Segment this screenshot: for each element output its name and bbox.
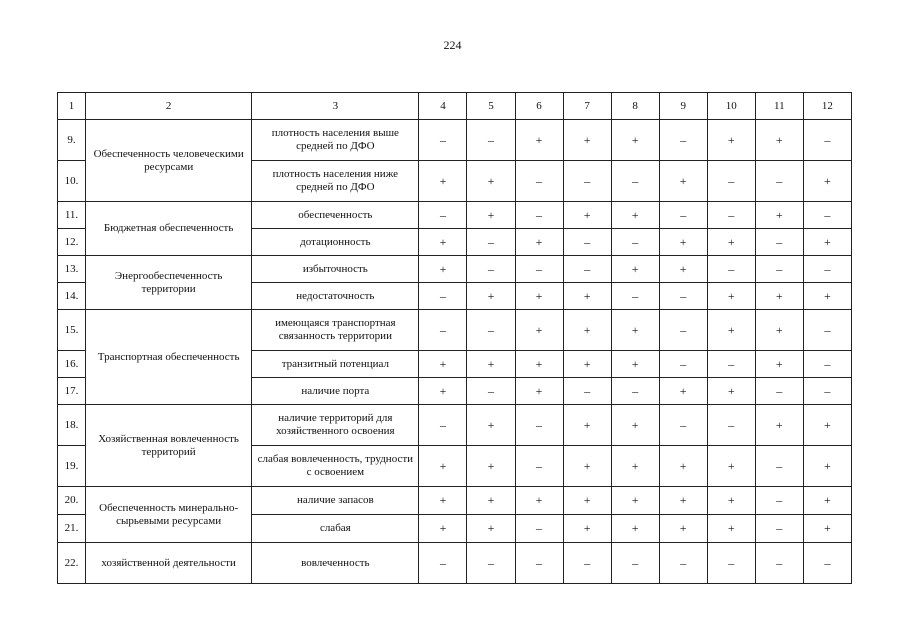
criterion-cell: наличие порта <box>252 378 419 405</box>
header-cell-10: 10 <box>707 93 755 120</box>
header-cell-2: 2 <box>86 93 252 120</box>
value-cell: + <box>563 515 611 543</box>
value-cell: + <box>707 229 755 256</box>
value-cell: – <box>707 543 755 584</box>
value-cell: + <box>803 487 851 515</box>
row-number: 11. <box>58 202 86 229</box>
value-cell: – <box>755 446 803 487</box>
value-cell: + <box>419 446 467 487</box>
group-cell: Хозяйственная вовлеченность территорий <box>86 405 252 487</box>
value-cell: + <box>563 487 611 515</box>
value-cell: – <box>515 446 563 487</box>
table-row <box>58 310 852 351</box>
value-cell: – <box>707 161 755 202</box>
value-cell: + <box>419 161 467 202</box>
value-cell: – <box>659 283 707 310</box>
value-cell: + <box>611 515 659 543</box>
value-cell: – <box>659 120 707 161</box>
value-cell: – <box>563 378 611 405</box>
value-cell: – <box>755 161 803 202</box>
value-cell: – <box>755 378 803 405</box>
value-cell: + <box>467 202 515 229</box>
value-cell: – <box>659 202 707 229</box>
row-number: 20. <box>58 487 86 515</box>
value-cell: – <box>611 543 659 584</box>
value-cell: – <box>707 351 755 378</box>
value-cell: + <box>803 446 851 487</box>
criterion-cell: имеющаяся транспортная связанность территории <box>252 310 419 351</box>
value-cell: + <box>803 405 851 446</box>
value-cell: + <box>659 161 707 202</box>
value-cell: – <box>467 310 515 351</box>
header-cell-7: 7 <box>563 93 611 120</box>
value-cell: – <box>755 229 803 256</box>
value-cell: – <box>611 161 659 202</box>
page-number: 224 <box>443 38 462 52</box>
value-cell: – <box>467 229 515 256</box>
value-cell: + <box>611 310 659 351</box>
value-cell: + <box>467 446 515 487</box>
value-cell: – <box>467 120 515 161</box>
row-number: 14. <box>58 283 86 310</box>
value-cell: + <box>611 202 659 229</box>
criterion-cell: дотационность <box>252 229 419 256</box>
criterion-cell: обеспеченность <box>252 202 419 229</box>
value-cell: + <box>611 256 659 283</box>
value-cell: + <box>659 378 707 405</box>
value-cell: + <box>467 487 515 515</box>
group-cell: Бюджетная обеспеченность <box>86 202 252 256</box>
value-cell: + <box>563 120 611 161</box>
header-cell-9: 9 <box>659 93 707 120</box>
value-cell: – <box>803 543 851 584</box>
row-number: 10. <box>58 161 86 202</box>
group-cell: хозяйственной деятельности <box>86 543 252 584</box>
value-cell: + <box>563 310 611 351</box>
criterion-cell: вовлеченность <box>252 543 419 584</box>
row-number: 19. <box>58 446 86 487</box>
value-cell: – <box>803 351 851 378</box>
value-cell: – <box>563 161 611 202</box>
value-cell: – <box>515 543 563 584</box>
value-cell: – <box>707 405 755 446</box>
value-cell: + <box>611 120 659 161</box>
row-number: 15. <box>58 310 86 351</box>
value-cell: + <box>467 351 515 378</box>
header-cell-6: 6 <box>515 93 563 120</box>
row-number: 12. <box>58 229 86 256</box>
value-cell: + <box>515 487 563 515</box>
row-number: 17. <box>58 378 86 405</box>
value-cell: + <box>515 120 563 161</box>
value-cell: – <box>563 256 611 283</box>
value-cell: – <box>563 229 611 256</box>
value-cell: + <box>755 120 803 161</box>
value-cell: – <box>659 543 707 584</box>
value-cell: + <box>755 202 803 229</box>
value-cell: – <box>467 378 515 405</box>
value-cell: + <box>755 351 803 378</box>
value-cell: + <box>659 256 707 283</box>
row-number: 18. <box>58 405 86 446</box>
table-row <box>58 120 852 161</box>
value-cell: + <box>515 351 563 378</box>
table-row <box>58 405 852 446</box>
value-cell: + <box>467 161 515 202</box>
table-row <box>58 202 852 229</box>
criterion-cell: недостаточность <box>252 283 419 310</box>
criterion-cell: слабая <box>252 515 419 543</box>
group-cell: Энергообеспеченность территории <box>86 256 252 310</box>
value-cell: + <box>467 515 515 543</box>
value-cell: + <box>707 378 755 405</box>
value-cell: – <box>707 202 755 229</box>
value-cell: + <box>515 378 563 405</box>
value-cell: – <box>611 229 659 256</box>
value-cell: – <box>515 405 563 446</box>
value-cell: – <box>419 543 467 584</box>
value-cell: – <box>515 161 563 202</box>
value-cell: – <box>563 543 611 584</box>
header-row <box>58 93 852 120</box>
value-cell: + <box>707 310 755 351</box>
value-cell: + <box>755 405 803 446</box>
value-cell: + <box>419 256 467 283</box>
group-cell: Транспортная обеспеченность <box>86 310 252 405</box>
value-cell: + <box>707 487 755 515</box>
header-cell-3: 3 <box>252 93 419 120</box>
value-cell: – <box>419 202 467 229</box>
value-cell: – <box>611 378 659 405</box>
value-cell: + <box>803 515 851 543</box>
table-body <box>58 93 852 584</box>
value-cell: – <box>659 351 707 378</box>
value-cell: – <box>707 256 755 283</box>
criterion-cell: транзитный потенциал <box>252 351 419 378</box>
value-cell: – <box>803 256 851 283</box>
value-cell: + <box>803 283 851 310</box>
value-cell: + <box>515 283 563 310</box>
header-cell-8: 8 <box>611 93 659 120</box>
criterion-cell: плотность населения ниже средней по ДФО <box>252 161 419 202</box>
value-cell: – <box>467 543 515 584</box>
value-cell: – <box>755 543 803 584</box>
criterion-cell: наличие запасов <box>252 487 419 515</box>
header-cell-5: 5 <box>467 93 515 120</box>
value-cell: – <box>515 202 563 229</box>
value-cell: – <box>803 378 851 405</box>
row-number: 22. <box>58 543 86 584</box>
value-cell: – <box>755 515 803 543</box>
row-number: 21. <box>58 515 86 543</box>
value-cell: + <box>707 515 755 543</box>
value-cell: – <box>419 120 467 161</box>
value-cell: + <box>707 120 755 161</box>
value-cell: + <box>419 229 467 256</box>
criterion-cell: слабая вовлеченность, трудности с освоением <box>252 446 419 487</box>
value-cell: + <box>659 487 707 515</box>
header-cell-12: 12 <box>803 93 851 120</box>
value-cell: + <box>803 229 851 256</box>
value-cell: – <box>467 256 515 283</box>
value-cell: – <box>419 405 467 446</box>
value-cell: + <box>563 283 611 310</box>
value-cell: + <box>755 310 803 351</box>
criterion-cell: наличие территорий для хозяйственного освоения <box>252 405 419 446</box>
value-cell: + <box>659 515 707 543</box>
value-cell: + <box>515 229 563 256</box>
value-cell: – <box>611 283 659 310</box>
value-cell: + <box>563 202 611 229</box>
row-number: 13. <box>58 256 86 283</box>
value-cell: + <box>467 405 515 446</box>
criteria-table <box>57 92 852 584</box>
value-cell: + <box>563 351 611 378</box>
value-cell: – <box>755 487 803 515</box>
value-cell: – <box>659 310 707 351</box>
value-cell: – <box>659 405 707 446</box>
value-cell: – <box>419 283 467 310</box>
criterion-cell: избыточность <box>252 256 419 283</box>
value-cell: – <box>515 256 563 283</box>
criterion-cell: плотность населения выше средней по ДФО <box>252 120 419 161</box>
value-cell: – <box>803 120 851 161</box>
header-cell-4: 4 <box>419 93 467 120</box>
value-cell: + <box>419 351 467 378</box>
value-cell: – <box>755 256 803 283</box>
row-number: 9. <box>58 120 86 161</box>
table-row <box>58 256 852 283</box>
value-cell: + <box>659 229 707 256</box>
value-cell: + <box>515 310 563 351</box>
value-cell: + <box>611 487 659 515</box>
header-cell-1: 1 <box>58 93 86 120</box>
value-cell: + <box>611 446 659 487</box>
value-cell: + <box>467 283 515 310</box>
value-cell: + <box>755 283 803 310</box>
value-cell: + <box>563 446 611 487</box>
value-cell: – <box>803 310 851 351</box>
group-cell: Обеспеченность человеческими ресурсами <box>86 120 252 202</box>
value-cell: + <box>659 446 707 487</box>
value-cell: + <box>707 283 755 310</box>
table-row <box>58 487 852 515</box>
value-cell: + <box>611 351 659 378</box>
value-cell: – <box>803 202 851 229</box>
row-number: 16. <box>58 351 86 378</box>
group-cell: Обеспеченность минерально-сырьевыми ресурсами <box>86 487 252 543</box>
table-row <box>58 543 852 584</box>
value-cell: – <box>419 310 467 351</box>
value-cell: + <box>563 405 611 446</box>
value-cell: + <box>611 405 659 446</box>
value-cell: + <box>803 161 851 202</box>
value-cell: – <box>515 515 563 543</box>
value-cell: + <box>419 487 467 515</box>
value-cell: + <box>707 446 755 487</box>
value-cell: + <box>419 515 467 543</box>
header-cell-11: 11 <box>755 93 803 120</box>
value-cell: + <box>419 378 467 405</box>
